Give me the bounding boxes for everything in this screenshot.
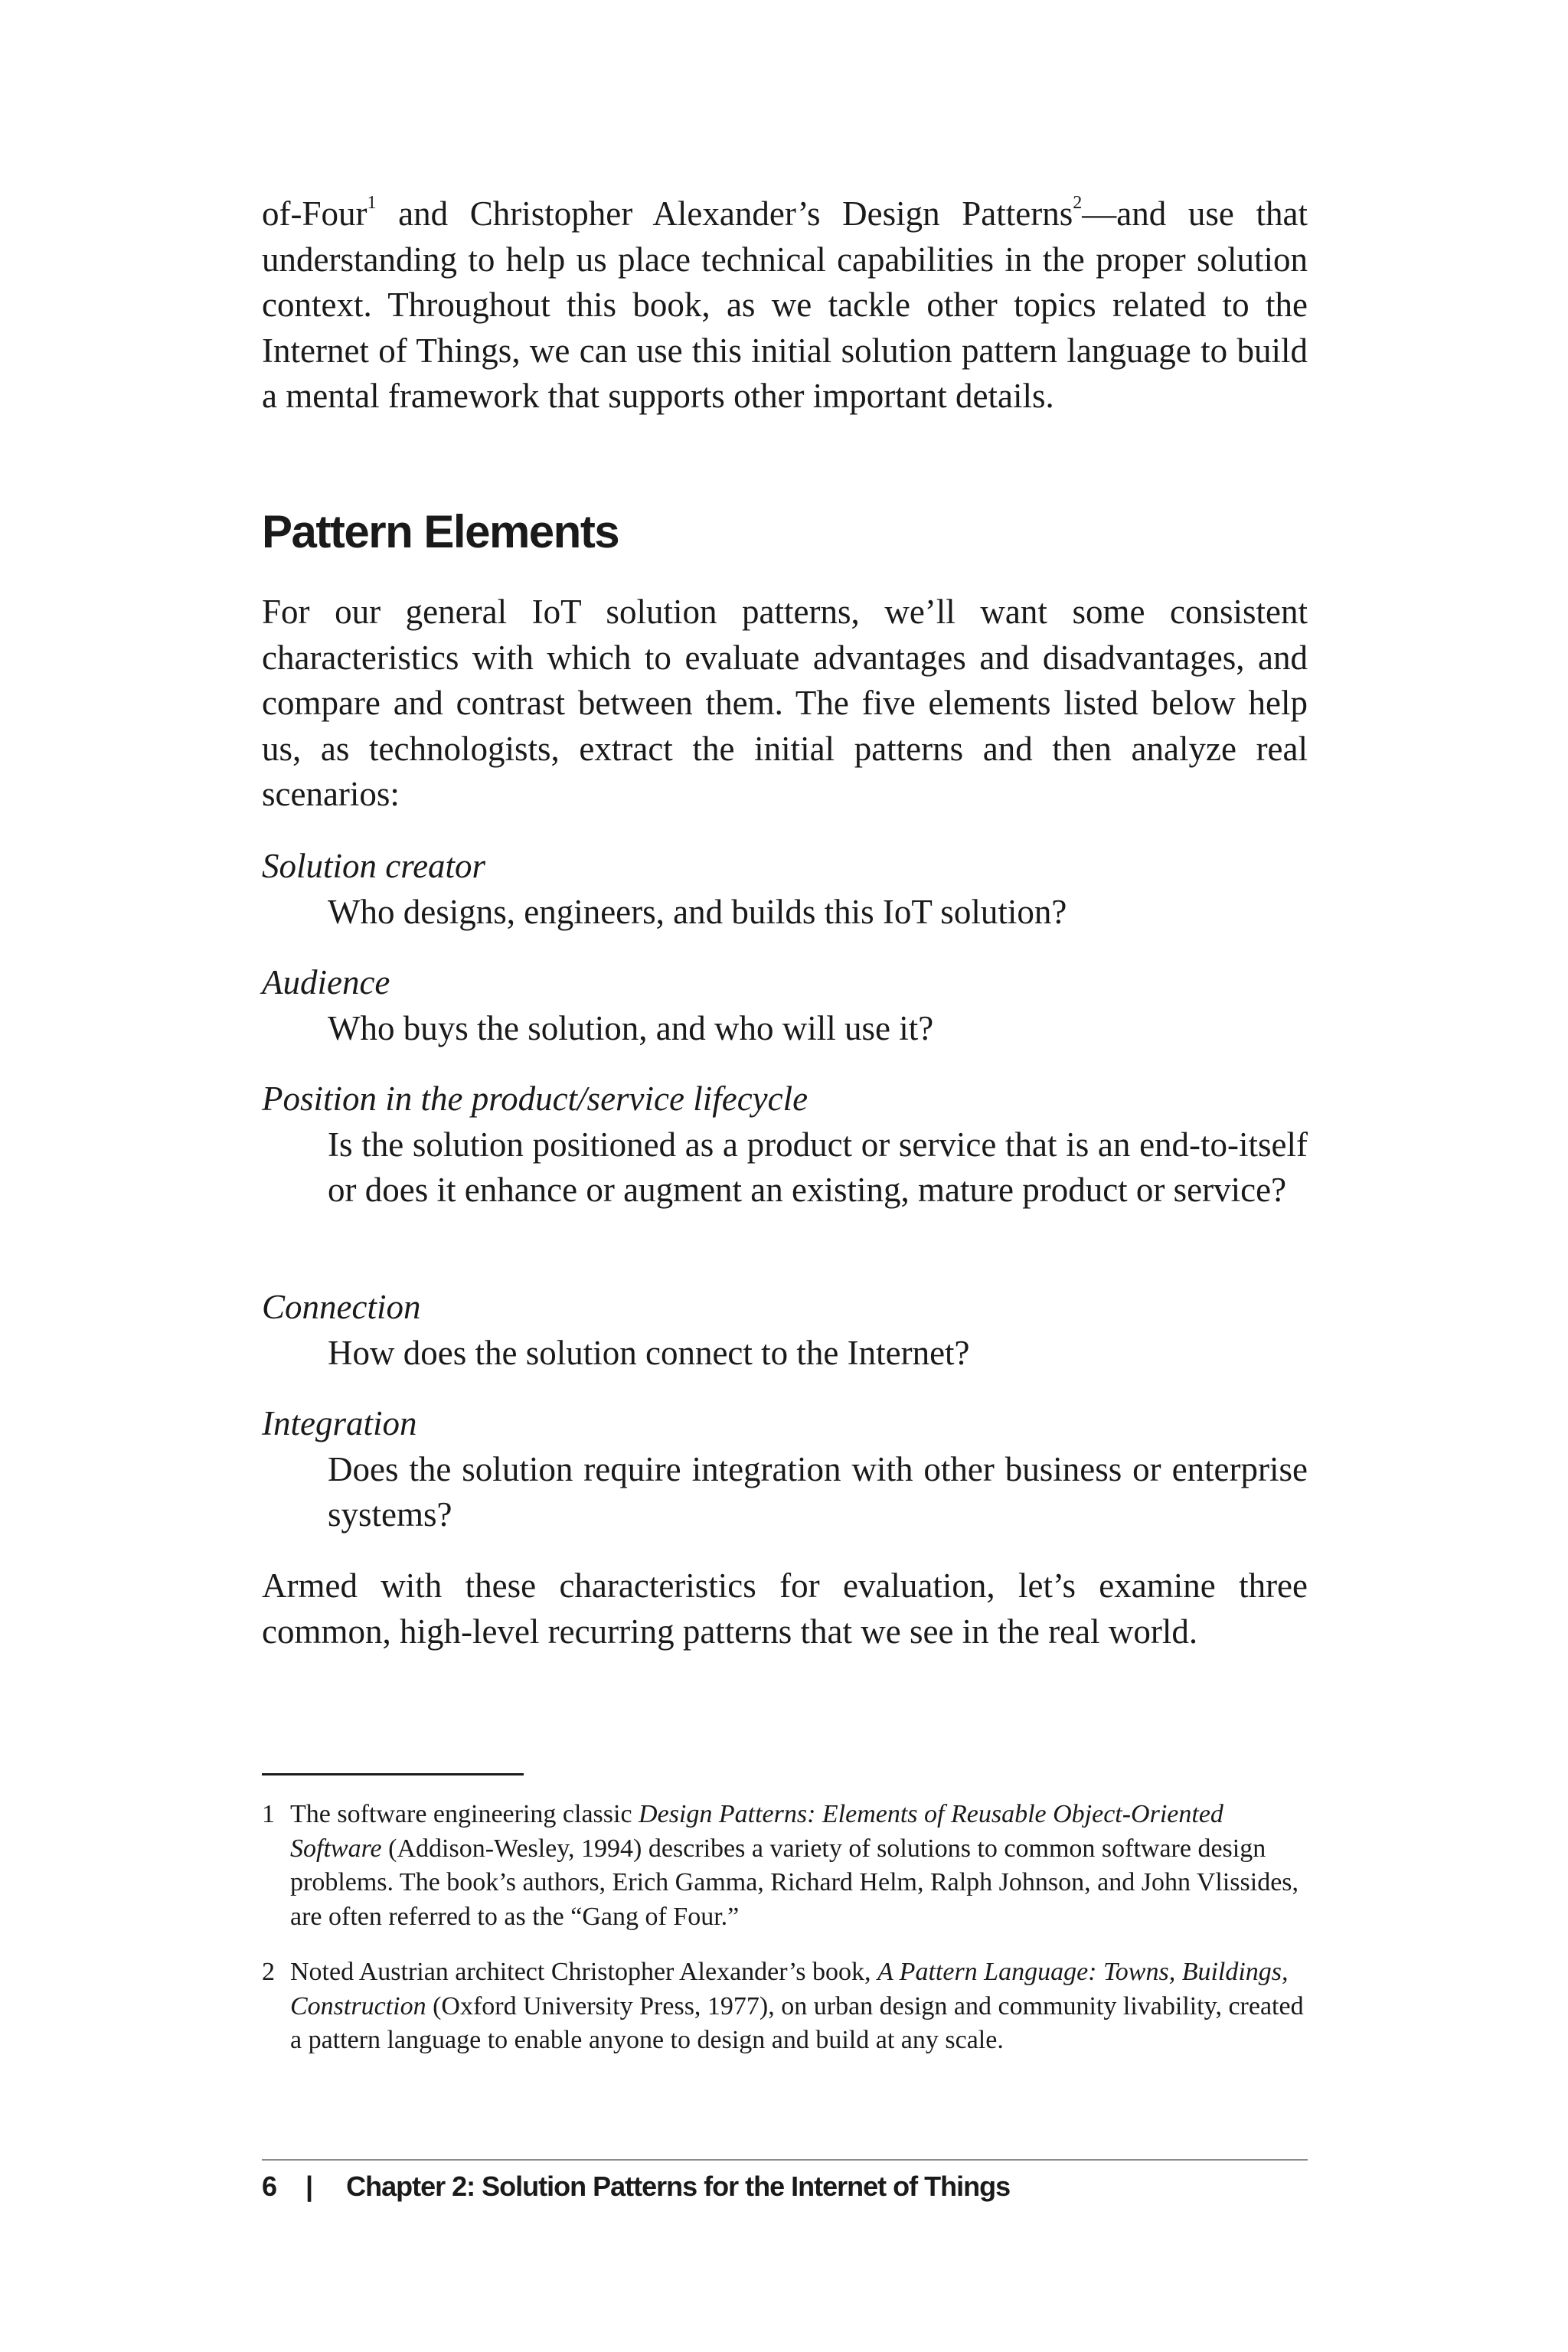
element-term: Connection <box>262 1288 421 1326</box>
footer-separator: | <box>305 2171 313 2202</box>
closing-paragraph: Armed with these characteristics for evaluation, let’s examine three common, high-level recurring patterns that we see in the real world. <box>262 1566 1308 1651</box>
footnote-1 <box>262 1798 1308 1934</box>
element-term: Audience <box>262 963 390 1001</box>
footnote-text: (Oxford University Press, 1977), on urban design and community livability, created a pattern language to enable anyone to design and build at any scale. <box>290 1991 1304 2054</box>
footnote-book-title: A Pattern Language: Towns, Buildings, Construction <box>290 1958 1289 2020</box>
element-term: Integration <box>262 1404 417 1442</box>
element-item <box>262 1076 1308 1214</box>
section-lead-paragraph: For our general IoT solution patterns, we’ll want some consistent characteristics with which to evaluate advantages and disadvantages, and compare and contrast between them. The five elements listed below help us, as technologists, extract the initial patterns and then analyze real scenarios: <box>262 593 1308 813</box>
page-footer <box>262 2171 1010 2203</box>
footnote-book-title: Design Patterns: Elements of Reusable Object-Oriented Software <box>290 1800 1223 1863</box>
chapter-title: Chapter 2: Solution Patterns for the Internet of Things <box>346 2171 1011 2202</box>
footnote-number: 1 <box>262 1800 275 1828</box>
element-definition: How does the solution connect to the Internet? <box>328 1333 970 1372</box>
footnote-ref-1[interactable]: 1 <box>367 193 377 213</box>
element-item <box>262 844 1308 935</box>
footnote-2 <box>262 1955 1308 2058</box>
element-term: Position in the product/service lifecycle <box>262 1080 808 1118</box>
element-definition: Is the solution positioned as a product or service that is an end-to-itself or does it enhance or augment an existing, mature product or service? <box>328 1125 1308 1209</box>
intro-paragraph <box>262 191 1308 420</box>
page-number: 6 <box>262 2171 277 2202</box>
intro-text-3: —and use that understanding to help us place technical capabilities in the proper solution context. Throughout this book, as we tackle other topics related to the Internet of Things, we can use this initial solution pattern language to build a mental framework that supports other important details. <box>262 194 1308 415</box>
element-definition: Who designs, engineers, and builds this IoT solution? <box>328 892 1067 931</box>
element-item <box>262 1401 1308 1538</box>
element-item <box>262 960 1308 1051</box>
section-heading: Pattern Elements <box>262 506 619 557</box>
element-definition: Who buys the solution, and who will use it? <box>328 1008 934 1047</box>
element-definition: Does the solution require integration with other business or enterprise systems? <box>328 1449 1308 1534</box>
footnote-number: 2 <box>262 1958 275 1986</box>
intro-text-2: and Christopher Alexander’s Design Patterns <box>376 194 1073 233</box>
element-term: Solution creator <box>262 847 486 885</box>
footnote-text: (Addison-Wesley, 1994) describes a variety of solutions to common software design problems. The book’s authors, Erich Gamma, Richard Helm, Ralph Johnson, and John Vlissides, are often referred to as the “Gang of Four.” <box>290 1834 1299 1931</box>
footer-divider <box>262 2159 1308 2161</box>
footnote-text: Noted Austrian architect Christopher Alexander’s book, <box>290 1958 878 1986</box>
element-item <box>262 1285 1308 1376</box>
footnote-text: The software engineering classic <box>290 1800 639 1828</box>
intro-text-1: of-Four <box>262 194 368 233</box>
footnote-ref-2[interactable]: 2 <box>1073 193 1083 213</box>
footnote-divider <box>262 1773 524 1775</box>
